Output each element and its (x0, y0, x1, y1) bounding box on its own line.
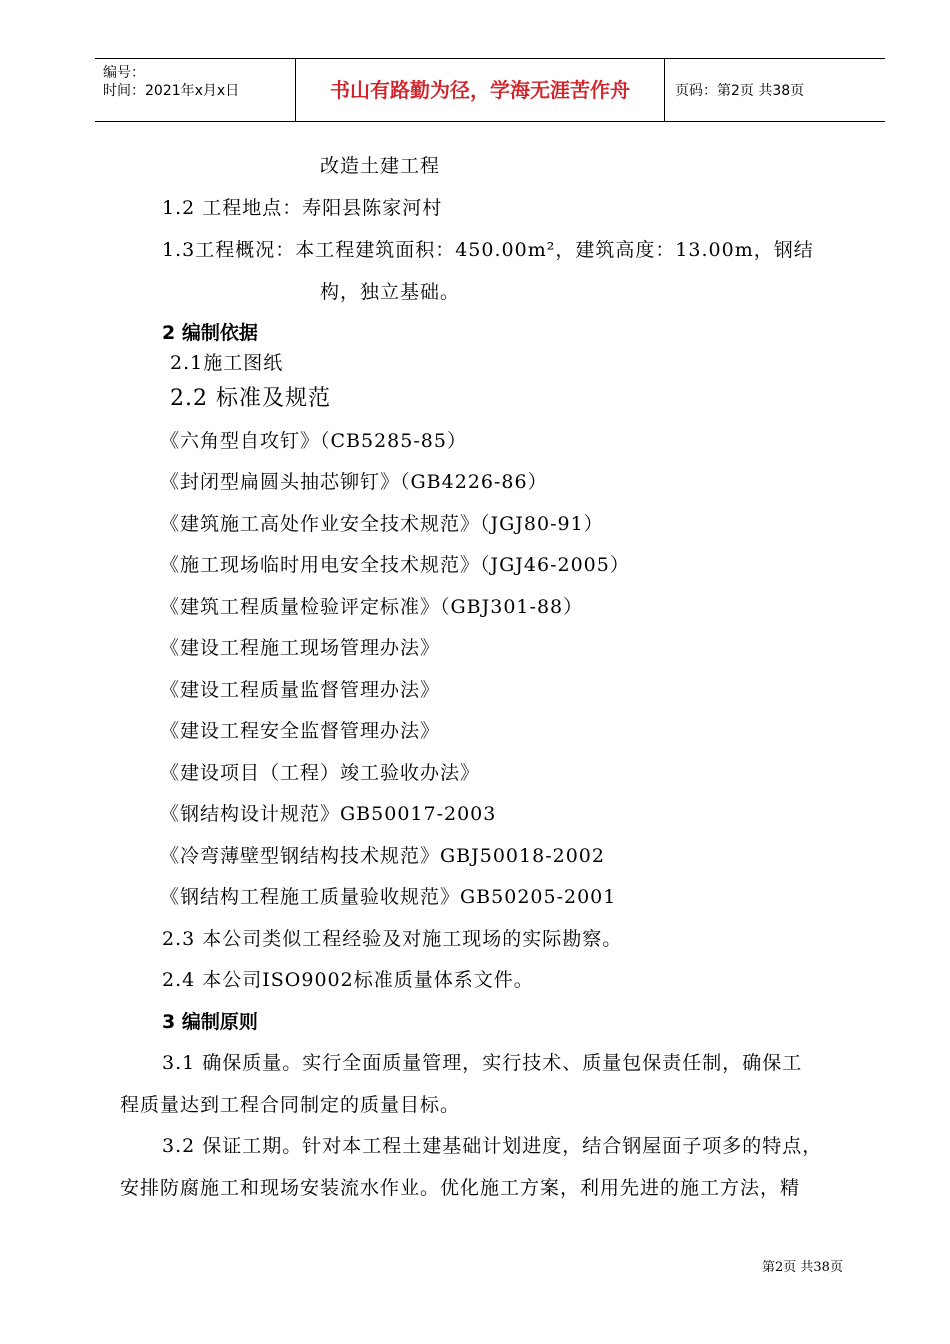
body-line: 2.4 本公司ISO9002标准质量体系文件。 (162, 969, 534, 991)
paragraph-line: 程质量达到工程合同制定的质量目标。 (120, 1094, 461, 1116)
standard-item: 《建筑工程质量检验评定标准》（GBJ301-88） (160, 596, 584, 618)
paragraph-line: 安排防腐施工和现场安装流水作业。优化施工方案，利用先进的施工方法，精 (120, 1177, 801, 1199)
subsection-heading: 2.2 标准及规范 (170, 386, 331, 411)
header-page-cell (665, 59, 885, 121)
standard-item: 《施工现场临时用电安全技术规范》（JGJ46-2005） (160, 554, 630, 576)
body-line: 1.3工程概况：本工程建筑面积：450.00m²，建筑高度：13.00m，钢结 (162, 239, 814, 261)
section-heading: 2 编制依据 (162, 322, 258, 344)
standard-item: 《钢结构设计规范》GB50017-2003 (160, 803, 497, 825)
footer-page-number: 第2页 共38页 (762, 1260, 843, 1275)
standard-item: 《封闭型扁圆头抽芯铆钉》（GB4226-86） (160, 471, 548, 493)
body-line: 构，独立基础。 (320, 281, 461, 303)
paragraph-line: 3.1 确保质量。实行全面质量管理，实行技术、质量包保责任制，确保工 (162, 1052, 803, 1074)
standard-item: 《建设工程质量监督管理办法》 (160, 679, 441, 701)
header-motto: 书山有路勤为径，学海无涯苦作舟 (330, 78, 630, 102)
document-number-label: 编号： (103, 65, 145, 81)
paragraph-line: 3.2 保证工期。针对本工程土建基础计划进度，结合钢屋面子项多的特点， (162, 1135, 823, 1157)
standard-item: 《建设项目（工程）竣工验收办法》 (160, 762, 481, 784)
body-line: 改造土建工程 (320, 155, 441, 177)
standard-item: 《冷弯薄壁型钢结构技术规范》GBJ50018-2002 (160, 845, 605, 867)
standard-item: 《六角型自攻钉》（CB5285-85） (160, 430, 467, 452)
body-line: 1.2 工程地点：寿阳县陈家河村 (162, 197, 443, 219)
section-heading: 3 编制原则 (162, 1011, 258, 1033)
body-line: 2.1施工图纸 (170, 352, 284, 374)
page-header (95, 58, 885, 122)
standard-item: 《建筑施工高处作业安全技术规范》（JGJ80-91） (160, 513, 604, 535)
standard-item: 《建设工程安全监督管理办法》 (160, 720, 441, 742)
document-time-label: 时间：2021年x月x日 (103, 83, 240, 99)
header-meta (95, 59, 293, 121)
standard-item: 《建设工程施工现场管理办法》 (160, 637, 441, 659)
header-page-number: 页码：第2页 共38页 (675, 83, 805, 99)
standard-item: 《钢结构工程施工质量验收规范》GB50205-2001 (160, 886, 617, 908)
body-line: 2.3 本公司类似工程经验及对施工现场的实际勘察。 (162, 928, 623, 950)
header-motto-cell (295, 59, 665, 121)
